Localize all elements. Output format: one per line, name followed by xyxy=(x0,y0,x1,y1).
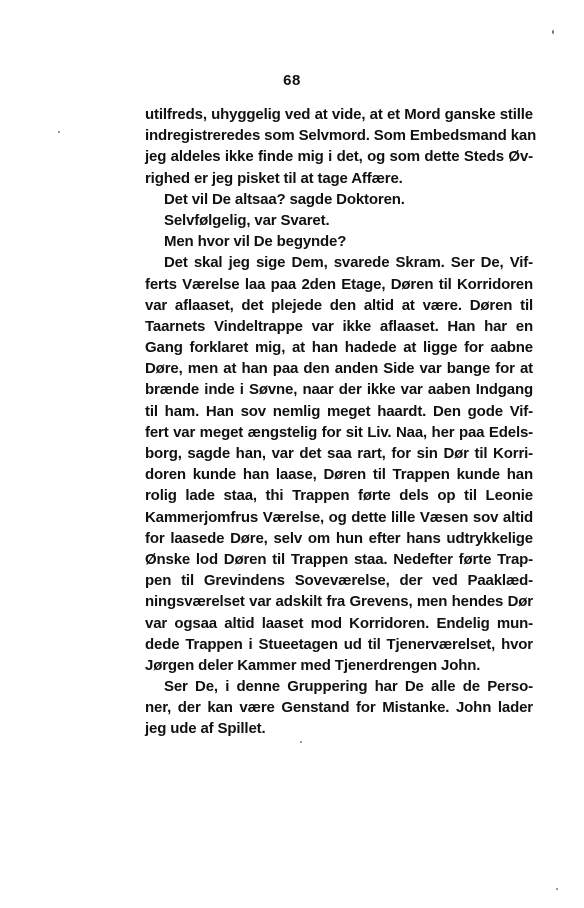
text-line: var ogsaa altid laaset mod Korridoren. Endelig mun- xyxy=(145,614,533,632)
scan-speck xyxy=(556,888,558,890)
text-line: brænde inde i Søvne, naar der ikke var aaben Indgang xyxy=(145,381,533,399)
text-line: pen til Grevindens Soveværelse, der ved Paaklæd- xyxy=(145,572,533,590)
scan-speck xyxy=(552,30,554,34)
text-line: var aflaaset, det plejede den altid at være. Døren til xyxy=(145,296,533,314)
text-line: Gang forklaret mig, at han hadede at ligge for aabne xyxy=(145,339,533,357)
text-line: Ser De, i denne Gruppering har De alle de Perso- xyxy=(164,678,533,696)
text-line: indregistreredes som Selvmord. Som Embedsmand kan xyxy=(145,127,537,145)
scan-speck xyxy=(300,741,302,743)
text-line: Taarnets Vindeltrappe var ikke aflaaset. Han har en xyxy=(145,317,533,335)
text-line: Jørgen deler Kammer med Tjenerdrengen John. xyxy=(145,656,481,674)
text-line: ner, der kan være Genstand for Mistanke. John lader xyxy=(145,699,533,717)
text-line: Det skal jeg sige Dem, svarede Skram. Ser De, Vif- xyxy=(164,254,533,272)
text-line: fert var meget ængstelig for sit Liv. Naa, her paa Edels- xyxy=(145,423,533,441)
scan-speck xyxy=(58,131,60,133)
text-line: doren kunde han laase, Døren til Trappen kunde han xyxy=(145,466,533,484)
text-line: for laasede Døre, selv om hun efter hans udtrykkelige xyxy=(145,529,533,547)
text-line: utilfreds, uhyggelig ved at vide, at et Mord ganske stille xyxy=(145,106,533,123)
text-line: rolig lade staa, thi Trappen førte dels op til Leonie xyxy=(145,487,533,505)
text-line: borg, sagde han, var det saa rart, for sin Dør til Korri- xyxy=(145,445,533,462)
text-line: Selvfølgelig, var Svaret. xyxy=(164,211,330,229)
text-line: ningsværelset var adskilt fra Grevens, men hendes Dør xyxy=(145,593,533,611)
page-number: 68 xyxy=(283,72,301,89)
text-line: ferts Værelse laa paa 2den Etage, Døren til Korridoren xyxy=(145,275,533,293)
text-line: Døre, men at han paa den anden Side var bange for at xyxy=(145,360,533,378)
text-line: jeg aldeles ikke finde mig i det, og som dette Steds Øv- xyxy=(145,148,533,166)
text-line: Det vil De altsaa? sagde Doktoren. xyxy=(164,190,405,208)
text-line: Men hvor vil De begynde? xyxy=(164,233,347,251)
text-line: jeg ude af Spillet. xyxy=(145,720,266,738)
body-text xyxy=(145,104,537,740)
text-line: dede Trappen i Stueetagen ud til Tjenerværelset, hvor xyxy=(145,635,533,653)
text-line: Ønske lod Døren til Trappen staa. Nedefter førte Trap- xyxy=(145,550,533,568)
text-line: righed er jeg pisket til at tage Affære. xyxy=(145,169,403,187)
text-line: Kammerjomfrus Værelse, og dette lille Væsen sov altid xyxy=(145,508,533,526)
text-line: til ham. Han sov nemlig meget haardt. Den gode Vif- xyxy=(145,402,533,420)
